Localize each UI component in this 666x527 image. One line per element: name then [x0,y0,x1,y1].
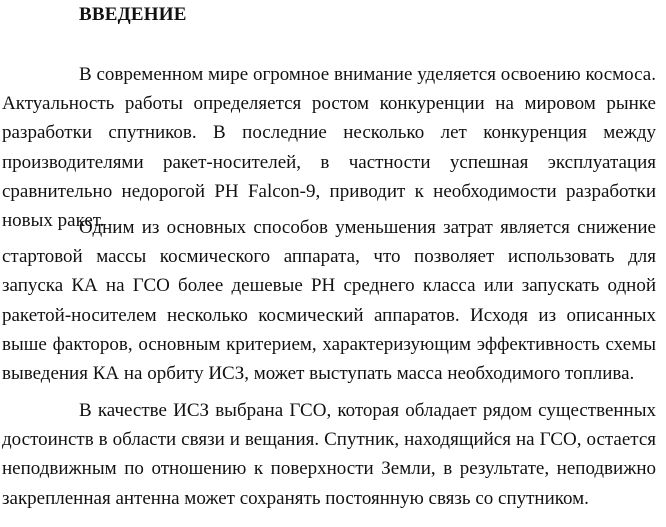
section-heading: ВВЕДЕНИЕ [79,4,187,25]
paragraph-geo-orbit: В качестве ИСЗ выбрана ГСО, которая обладает рядом существенных достоинств в области связи и вещания. Спутник, находящийся на ГСО, остается неподвижным по отношению к поверхности Земли, в результате, неподвижно закрепленная антенна может сохранять постоянную связь со спутником. [2,400,656,509]
paragraph-relevance: В современном мире огромное внимание уделяется освоению космоса. Актуальность работы определяется ростом конкуренции на мировом рынке разработки спутников. В последние несколько лет конкуренция между производителями ракет-носителей, в частности успешная эксплуатация сравнительно недорогой РН Falcon-9, приводит к необходимости разработки новых ракет. [2,64,656,232]
paragraph-cost-reduction: Одним из основных способов уменьшения затрат является снижение стартовой массы космического аппарата, что позволяет использовать для запуска КА на ГСО более дешевые РН среднего класса или запускать одной ракетой-носителем несколько космический аппаратов. Исходя из описанных выше факторов, основным критерием, характеризующим эффективность схемы выведения КА на орбиту ИСЗ, может выступать масса необходимого топлива. [2,217,656,385]
